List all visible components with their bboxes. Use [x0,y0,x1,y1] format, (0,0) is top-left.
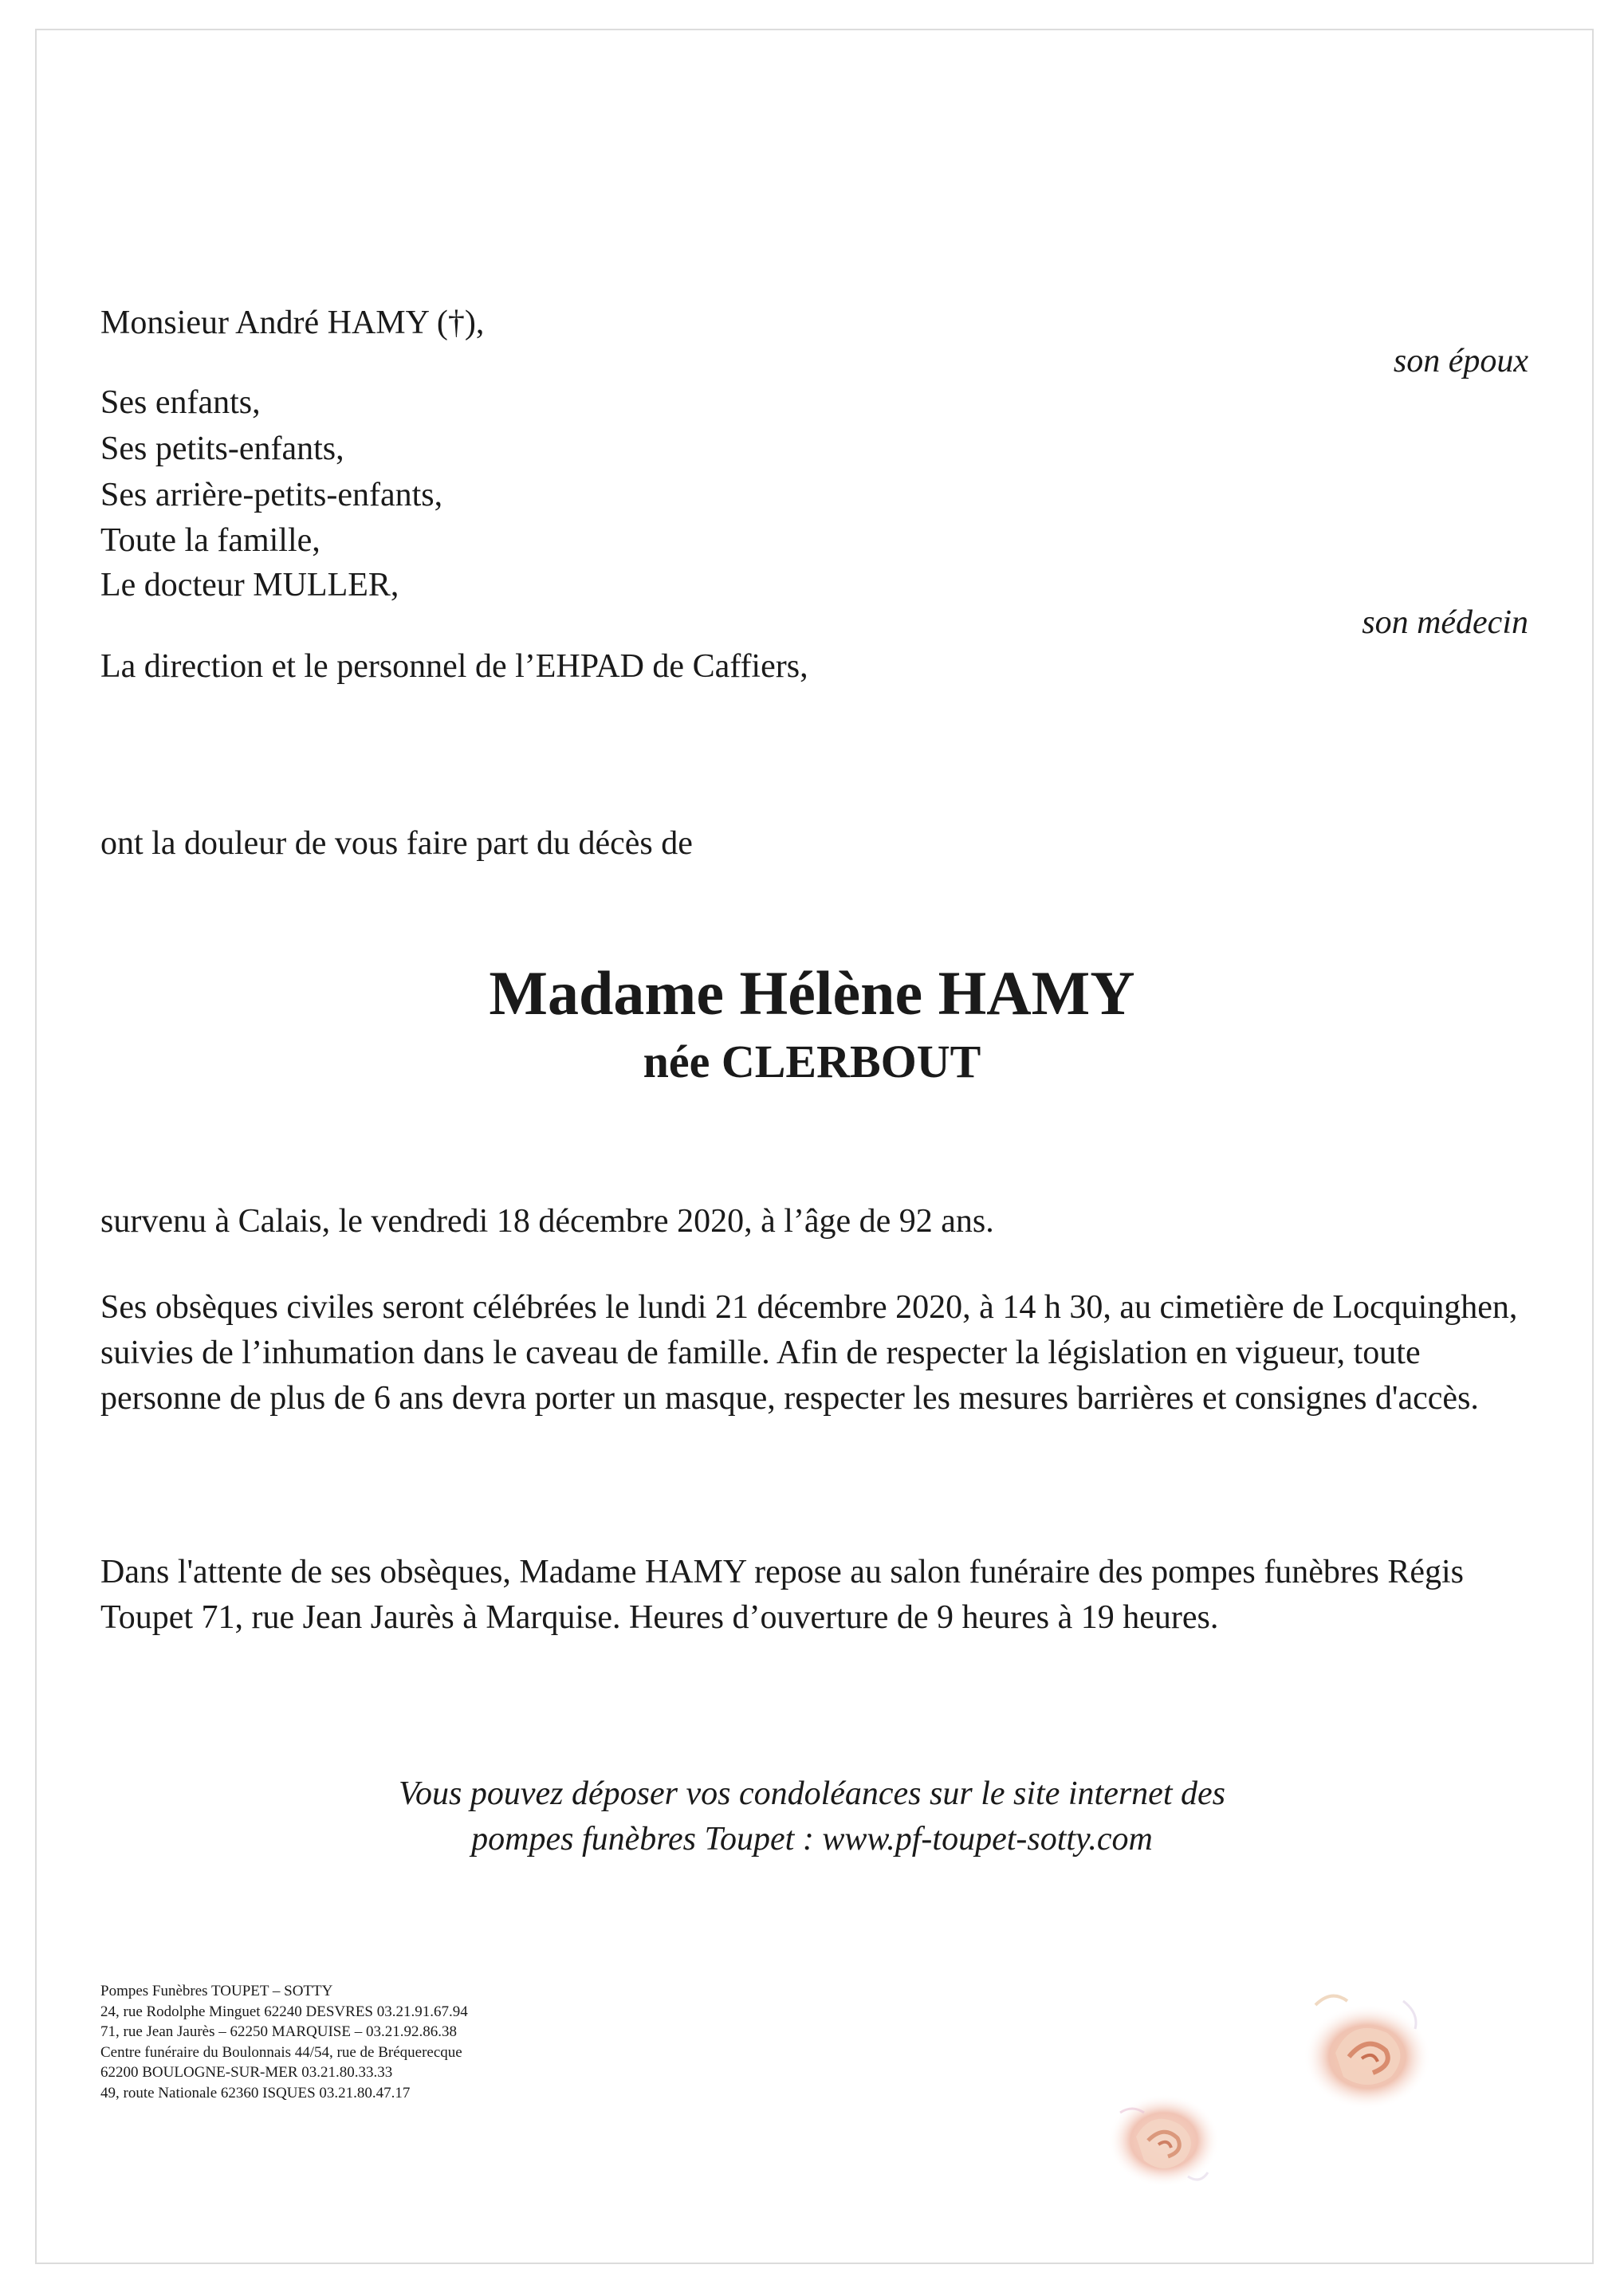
condolences-line-1: Vous pouvez déposer vos condoléances sur le site internet des [399,1775,1225,1812]
footer-boulogne: 62200 BOULOGNE-SUR-MER 03.21.80.33.33 [100,2064,393,2081]
flower-left-icon [1088,2065,1240,2200]
rest-paragraph: Dans l'attente de ses obsèques, Madame HAMY repose au salon funéraire des pompes funèbres Régis Toupet 71, rue Jean Jaurès à Marquise. Heures d’ouverture de 9 heures à 19 heures. [100,1554,1465,1636]
funeral-home-footer [100,1981,468,2103]
footer-marquise: 71, rue Jean Jaurès – 62250 MARQUISE – 03.21.92.86.38 [100,2023,457,2040]
family-member-grandchildren: Ses petits-enfants, [100,431,344,467]
deceased-name: Madame Hélène HAMY [489,958,1135,1028]
family-member-children: Ses enfants, [100,384,261,421]
funeral-paragraph: Ses obsèques civiles seront célébrées le lundi 21 décembre 2020, à 14 h 30, au cimetière de Locquinghen, suivies de l’inhumation dans le caveau de famille. Afin de respecter la législation en vigueur, toute personne de plus de 6 ans devra porter un masque, respecter les mesures barrières et consignes d'accès. [100,1289,1518,1417]
flower-right-icon [1284,1969,1451,2121]
ehpad-line: La direction et le personnel de l’EHPAD de Caffiers, [100,648,808,685]
doctor-role: son médecin [1362,604,1528,641]
death-details: survenu à Calais, le vendredi 18 décembre 2020, à l’âge de 92 ans. [100,1203,994,1240]
husband-role: son époux [1393,343,1528,379]
footer-company: Pompes Funèbres TOUPET – SOTTY [100,1983,333,1999]
husband-line: Monsieur André HAMY (†), [100,305,485,341]
family-member-great-grandchildren: Ses arrière-petits-enfants, [100,477,443,513]
footer-boulonnais-center: Centre funéraire du Boulonnais 44/54, rue de Bréquerecque [100,2043,462,2061]
family-member-doctor: Le docteur MULLER, [100,567,399,603]
page-border [35,29,1594,2264]
footer-isques: 49, route Nationale 62360 ISQUES 03.21.80.47.17 [100,2084,411,2101]
footer-desvres: 24, rue Rodolphe Minguet 62240 DESVRES 03.21.91.67.94 [100,2003,468,2020]
family-member-whole-family: Toute la famille, [100,522,320,559]
deceased-maiden-name: née CLERBOUT [643,1036,981,1087]
announcement: ont la douleur de vous faire part du décès de [100,825,693,862]
condolences-line-2: pompes funèbres Toupet : www.pf-toupet-sotty.com [471,1821,1153,1858]
